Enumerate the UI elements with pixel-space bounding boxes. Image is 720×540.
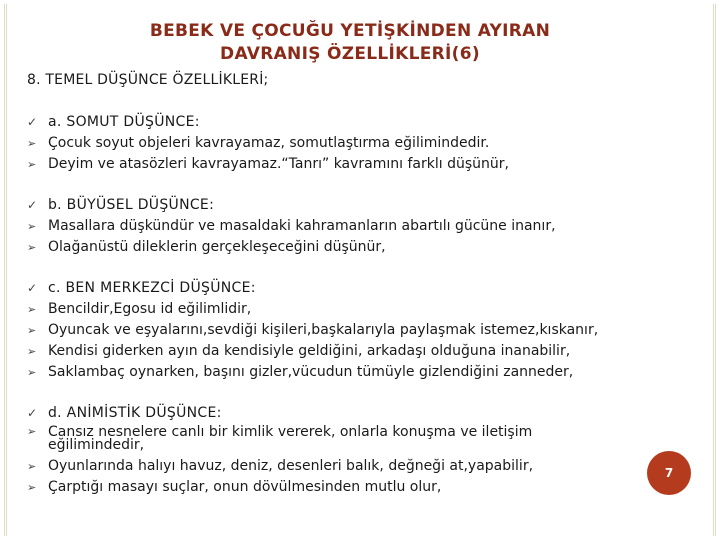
section-ben-merkezci (27, 278, 697, 383)
arrow-bullet-icon: ➢ (27, 345, 37, 358)
arrow-bullet-icon: ➢ (27, 220, 37, 233)
section-buyusel (27, 195, 697, 258)
check-icon: ✓ (27, 115, 38, 129)
arrow-bullet-icon: ➢ (27, 241, 37, 254)
list-item-text: Masallara düşkündür ve masaldaki kahramanların abartılı gücüne inanır, (48, 218, 556, 234)
list-item (27, 424, 697, 452)
check-icon: ✓ (27, 198, 38, 212)
list-item-text: Oyuncak ve eşyalarını,sevdiği kişileri,başkalarıyla paylaşmak istemez,kıskanır, (48, 322, 599, 338)
subtitle-text: b. BÜYÜSEL DÜŞÜNCE: (48, 197, 215, 213)
arrow-bullet-icon: ➢ (27, 158, 37, 171)
arrow-bullet-icon: ➢ (27, 481, 37, 494)
check-icon: ✓ (27, 281, 38, 295)
list-item-text: Çarptığı masayı suçlar, onun dövülmesinden mutlu olur, (48, 479, 442, 495)
subtitle-text: d. ANİMİSTİK DÜŞÜNCE: (48, 405, 222, 421)
subtitle-text: a. SOMUT DÜŞÜNCE: (48, 114, 200, 130)
list-item (27, 133, 697, 154)
list-item-text: Saklambaç oynarken, başını gizler,vücudun tümüyle gizlendiğini zanneder, (48, 364, 574, 380)
arrow-bullet-icon: ➢ (27, 425, 37, 438)
arrow-bullet-icon: ➢ (27, 324, 37, 337)
content-list (27, 112, 697, 518)
list-item (27, 456, 697, 477)
subtitle-row (27, 278, 697, 299)
section-animistik (27, 403, 697, 498)
check-icon: ✓ (27, 406, 38, 420)
slide-title (0, 20, 700, 66)
list-item-text: Çocuk soyut objeleri kavrayamaz, somutlaştırma eğilimindedir. (48, 135, 490, 151)
subtitle-row (27, 195, 697, 216)
arrow-bullet-icon: ➢ (27, 137, 37, 150)
list-item (27, 341, 697, 362)
subtitle-row (27, 403, 697, 424)
list-item (27, 299, 697, 320)
list-item (27, 237, 697, 258)
list-item (27, 320, 697, 341)
list-item-text: Cansız nesnelere canlı bir kimlik vererek, onlarla konuşma ve iletişim eğilimindedir, (48, 424, 533, 453)
list-item-text: Deyim ve atasözleri kavrayamaz.“Tanrı” kavramını farklı düşünür, (48, 156, 509, 172)
list-item-text: Olağanüstü dileklerin gerçekleşeceğini düşünür, (48, 239, 386, 255)
section-heading: 8. TEMEL DÜŞÜNCE ÖZELLİKLERİ; (27, 72, 269, 88)
list-item (27, 477, 697, 498)
list-item (27, 216, 697, 237)
list-item-text: Kendisi giderken ayın da kendisiyle geldiğini, arkadaşı olduğuna inanabilir, (48, 343, 571, 359)
list-item (27, 154, 697, 175)
title-line-2: DAVRANIŞ ÖZELLİKLERİ(6) (220, 44, 480, 64)
list-item (27, 362, 697, 383)
page-number-badge: 7 (647, 451, 691, 495)
title-line-1: BEBEK VE ÇOCUĞU YETİŞKİNDEN AYIRAN (149, 21, 551, 41)
subtitle-text: c. BEN MERKEZCİ DÜŞÜNCE: (48, 280, 256, 296)
subtitle-row (27, 112, 697, 133)
arrow-bullet-icon: ➢ (27, 366, 37, 379)
list-item-text: Oyunlarında halıyı havuz, deniz, desenleri balık, değneği at,yapabilir, (48, 458, 534, 474)
section-somut (27, 112, 697, 175)
list-item-text: Bencildir,Egosu id eğilimlidir, (48, 301, 252, 317)
arrow-bullet-icon: ➢ (27, 460, 37, 473)
arrow-bullet-icon: ➢ (27, 303, 37, 316)
